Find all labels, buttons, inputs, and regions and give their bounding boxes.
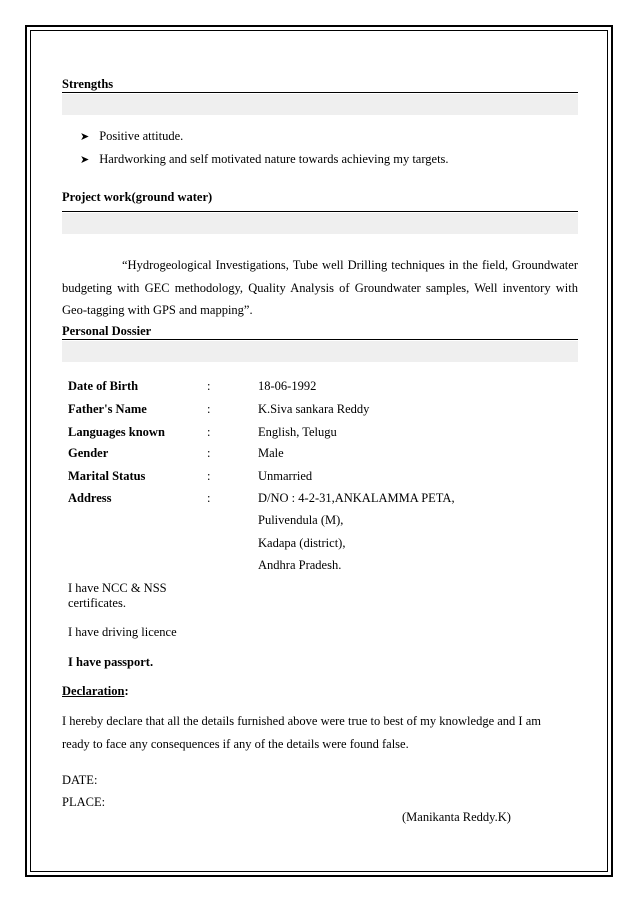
ncc-nss-line-2: certificates.: [68, 596, 126, 610]
dob-label: Date of Birth: [68, 379, 139, 393]
arrow-bullet-icon: ➤: [80, 130, 90, 143]
declaration-text-line-2: ready to face any consequences if any of the details were found false.: [62, 737, 409, 751]
declaration-title: Declaration: [62, 684, 125, 698]
dossier-rule: [62, 339, 578, 340]
strength-item-text: Hardworking and self motivated nature towards achieving my targets.: [99, 152, 449, 166]
declaration-colon: :: [124, 684, 129, 698]
address-line-3: Kadapa (district),: [258, 536, 346, 550]
dossier-heading: Personal Dossier: [62, 324, 152, 338]
strength-item-text: Positive attitude.: [99, 129, 184, 143]
project-description: “Hydrogeological Investigations, Tube well Drilling techniques in the field, Groundwater budgeting with GEC methodology, Quality Analysis of Groundwater samples, Well inventory with Geo-tagging with GPS and mapping”.: [62, 258, 578, 317]
languages-colon: :: [207, 425, 211, 439]
strength-item: [80, 152, 449, 167]
marital-status-value: Unmarried: [258, 469, 313, 483]
declaration-text-line-1: I hereby declare that all the details furnished above were true to best of my knowledge and I am: [62, 714, 541, 728]
ncc-nss-line-1: I have NCC & NSS: [68, 581, 167, 595]
driving-licence-text: I have driving licence: [68, 625, 177, 639]
languages-label: Languages known: [68, 425, 165, 439]
address-line-2: Pulivendula (M),: [258, 513, 344, 527]
strengths-shade-bar: [62, 94, 578, 115]
project-heading: Project work(ground water): [62, 190, 213, 204]
gender-value: Male: [258, 446, 284, 460]
marital-status-label: Marital Status: [68, 469, 146, 483]
gender-colon: :: [207, 446, 211, 460]
father-name-colon: :: [207, 402, 211, 416]
address-line-4: Andhra Pradesh.: [258, 558, 342, 572]
strengths-rule: [62, 92, 578, 93]
gender-label: Gender: [68, 446, 109, 460]
place-label: PLACE:: [62, 795, 106, 809]
signature-name: (Manikanta Reddy.K): [402, 810, 511, 824]
dossier-shade-bar: [62, 341, 578, 362]
arrow-bullet-icon: ➤: [80, 153, 90, 166]
strength-item: [80, 129, 183, 144]
date-label: DATE:: [62, 773, 98, 787]
passport-text: I have passport.: [68, 655, 154, 669]
father-name-label: Father's Name: [68, 402, 147, 416]
declaration-heading: [62, 684, 129, 699]
address-line-1: D/NO : 4-2-31,ANKALAMMA PETA,: [258, 491, 455, 505]
dob-value: 18-06-1992: [258, 379, 317, 393]
address-colon: :: [207, 491, 211, 505]
marital-status-colon: :: [207, 469, 211, 483]
strengths-heading: Strengths: [62, 77, 114, 91]
dob-colon: :: [207, 379, 211, 393]
father-name-value: K.Siva sankara Reddy: [258, 402, 370, 416]
project-rule: [62, 211, 578, 212]
address-label: Address: [68, 491, 112, 505]
languages-value: English, Telugu: [258, 425, 337, 439]
project-shade-bar: [62, 213, 578, 234]
